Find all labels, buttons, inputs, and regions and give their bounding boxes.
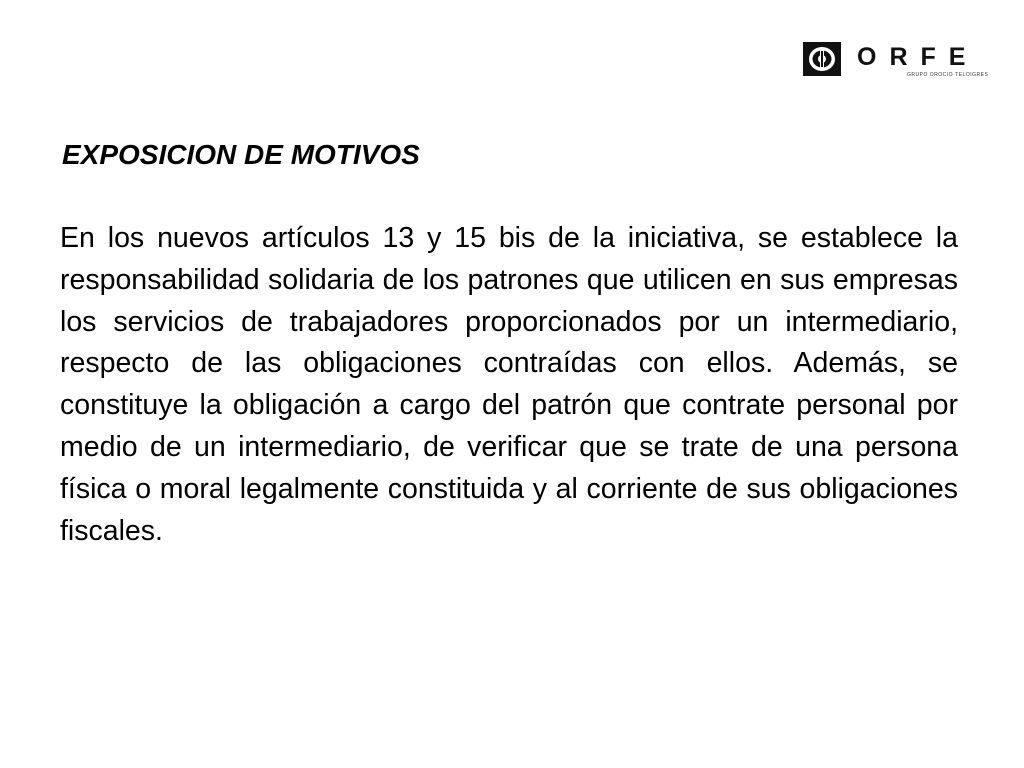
logo-tagline: GRUPO OROCIO·TELOIGRES <box>907 72 989 78</box>
logo-wordmark: ORFE <box>857 43 979 71</box>
body-paragraph: En los nuevos artículos 13 y 15 bis de la iniciativa, se establece la responsabilidad solidaria de los patrones que utilicen en sus empresas los servicios de trabajadores proporcionados por un intermediario, respecto de las obligaciones contraídas con ellos. Además, se constituye la obligación a cargo del patrón que contrate personal por medio de un intermediario, de verificar que se trate de una persona física o moral legalmente constituida y al corriente de sus obligaciones fiscales. <box>60 222 958 547</box>
circle-monogram-icon <box>803 42 841 76</box>
company-logo <box>803 42 989 90</box>
page-title: EXPOSICION DE MOTIVOS <box>62 139 420 170</box>
